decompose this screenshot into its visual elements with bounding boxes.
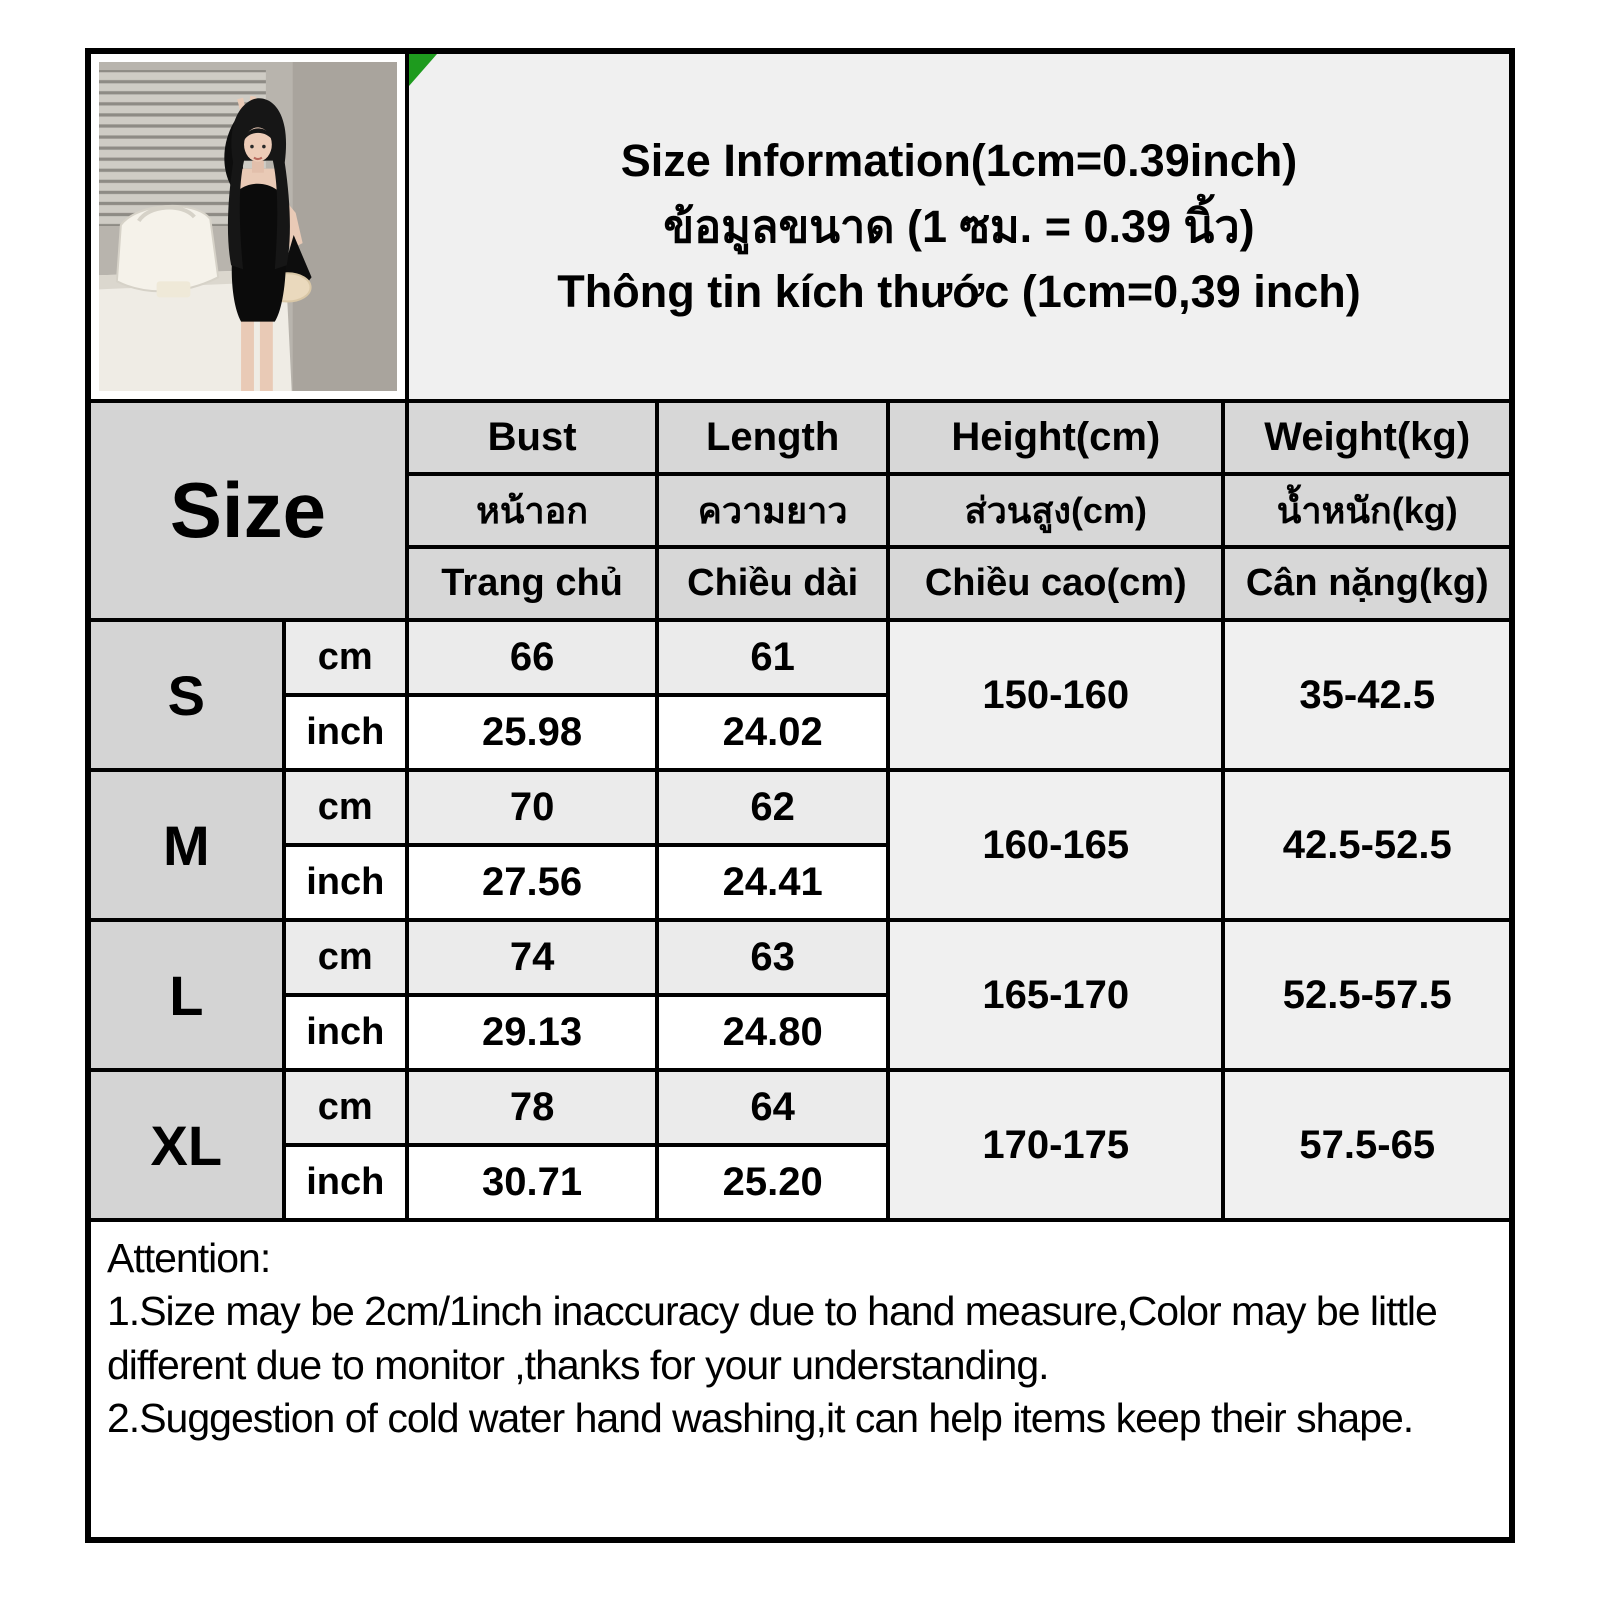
- xl-bust-inch: 30.71: [409, 1147, 655, 1218]
- size-corner-header: Size: [91, 403, 405, 618]
- col-header-length-vi: Chiều dài: [659, 549, 886, 618]
- attention-note-2: 2.Suggestion of cold water hand washing,it can help items keep their shape.: [107, 1394, 1414, 1441]
- table-header: [91, 399, 1509, 618]
- s-height-range: 150-160: [890, 622, 1221, 768]
- unit-inch-label: inch: [286, 997, 405, 1068]
- size-label-s: S: [91, 622, 282, 768]
- l-bust-cm: 74: [409, 922, 655, 993]
- unit-cm-label: cm: [286, 1072, 405, 1143]
- col-header-weight-vi: Cân nặng(kg): [1225, 549, 1509, 618]
- s-bust-cm: 66: [409, 622, 655, 693]
- unit-cm-label: cm: [286, 622, 405, 693]
- product-photo: [99, 62, 397, 391]
- unit-inch-label: inch: [286, 1147, 405, 1218]
- col-header-height-th: ส่วนสูง(cm): [890, 476, 1221, 545]
- xl-bust-cm: 78: [409, 1072, 655, 1143]
- size-label-l: L: [91, 922, 282, 1068]
- col-header-length-th: ความยาว: [659, 476, 886, 545]
- col-header-bust-en: Bust: [409, 403, 655, 472]
- size-chart-card: [85, 48, 1515, 1543]
- l-height-range: 165-170: [890, 922, 1221, 1068]
- col-header-bust-th: หน้าอก: [409, 476, 655, 545]
- col-header-length-en: Length: [659, 403, 886, 472]
- l-bust-inch: 29.13: [409, 997, 655, 1068]
- attention-note-1: 1.Size may be 2cm/1inch inaccuracy due to hand measure,Color may be little different due to monitor ,thanks for your understanding.: [107, 1288, 1437, 1388]
- size-label-m: M: [91, 772, 282, 918]
- m-bust-inch: 27.56: [409, 847, 655, 918]
- m-weight-range: 42.5-52.5: [1225, 772, 1509, 918]
- l-length-cm: 63: [659, 922, 886, 993]
- title-english: Size Information(1cm=0.39inch): [620, 134, 1298, 186]
- attention-section: [91, 1218, 1509, 1537]
- col-header-weight-en: Weight(kg): [1225, 403, 1509, 472]
- title-thai: ข้อมูลขนาด (1 ซม. = 0.39 นิ้ว): [663, 200, 1255, 252]
- photo-title-row: [91, 54, 1509, 399]
- unit-inch-label: inch: [286, 847, 405, 918]
- product-photo-cell: [91, 54, 409, 399]
- s-length-inch: 24.02: [659, 697, 886, 768]
- unit-cm-label: cm: [286, 922, 405, 993]
- m-bust-cm: 70: [409, 772, 655, 843]
- size-label-xl: XL: [91, 1072, 282, 1218]
- xl-length-cm: 64: [659, 1072, 886, 1143]
- s-length-cm: 61: [659, 622, 886, 693]
- s-weight-range: 35-42.5: [1225, 622, 1509, 768]
- col-header-weight-th: น้ำหนัก(kg): [1225, 476, 1509, 545]
- l-length-inch: 24.80: [659, 997, 886, 1068]
- m-height-range: 160-165: [890, 772, 1221, 918]
- xl-height-range: 170-175: [890, 1072, 1221, 1218]
- title-vietnamese: Thông tin kích thước (1cm=0,39 inch): [557, 266, 1361, 318]
- xl-weight-range: 57.5-65: [1225, 1072, 1509, 1218]
- green-corner-icon: [409, 54, 437, 86]
- s-bust-inch: 25.98: [409, 697, 655, 768]
- col-header-height-en: Height(cm): [890, 403, 1221, 472]
- xl-length-inch: 25.20: [659, 1147, 886, 1218]
- m-length-inch: 24.41: [659, 847, 886, 918]
- unit-cm-label: cm: [286, 772, 405, 843]
- m-length-cm: 62: [659, 772, 886, 843]
- model-photo-illustration: [99, 62, 397, 391]
- table-body: [91, 618, 1509, 1218]
- l-weight-range: 52.5-57.5: [1225, 922, 1509, 1068]
- unit-inch-label: inch: [286, 697, 405, 768]
- col-header-height-vi: Chiều cao(cm): [890, 549, 1221, 618]
- col-header-bust-vi: Trang chủ: [409, 549, 655, 618]
- attention-heading: Attention:: [107, 1235, 271, 1281]
- title-cell: [409, 54, 1509, 399]
